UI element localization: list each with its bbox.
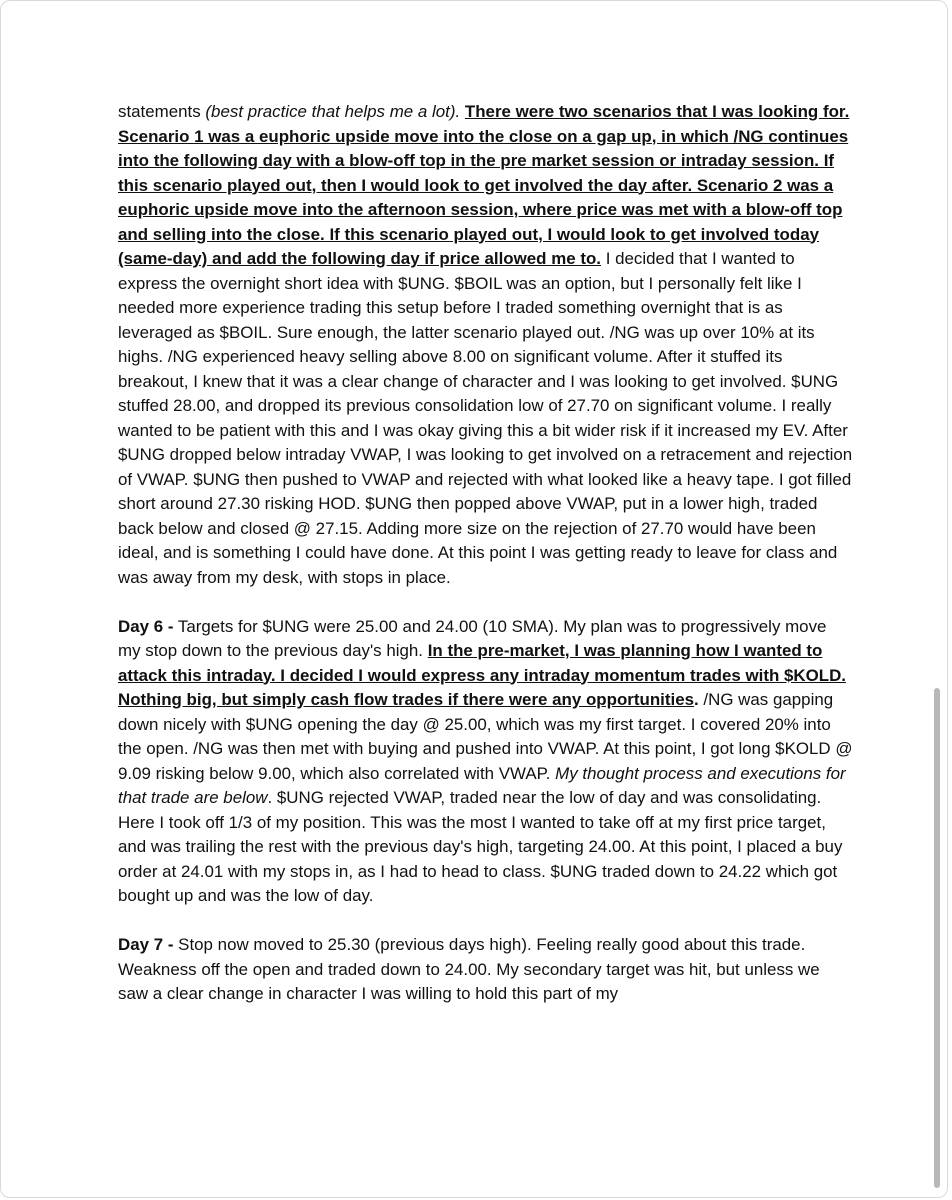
scrollbar-thumb[interactable] bbox=[934, 688, 940, 1188]
paragraph-scenarios bbox=[118, 100, 853, 590]
scenarios-emphasis: There were two scenarios that I was looking for. Scenario 1 was a euphoric upside move into the close on a gap up, in which /NG continues into the following day with a blow-off top in the pre market session or intraday session. If this scenario played out, then I would look to get involved the day after. Scenario 2 was a euphoric upside move into the afternoon session, where price was met with a blow-off top and selling into the close. If this scenario played out, I would look to get involved today (same-day) and add the following day if price allowed me to. bbox=[118, 102, 850, 268]
day-6-text-3: . $UNG rejected VWAP, traded near the low of day and was consolidating. Here I took off 1/3 of my position. This was the most I wanted to take off at my first price target, and was trailing the rest with the previous day's high, targeting 24.00. At this point, I placed a buy order at 24.01 with my stops in, as I had to head to class. $UNG traded down to 24.22 which got bought up and was the low of day. bbox=[118, 788, 843, 905]
intro-text: statements bbox=[118, 102, 206, 121]
day-6-emphasis: In the pre-market, I was planning how I wanted to attack this intraday. I decided I would express any intraday momentum trades with $KOLD. Nothing big, but simply cash flow trades if there were any opportunities bbox=[118, 641, 846, 709]
aside-italic: (best practice that helps me a lot). bbox=[205, 102, 461, 121]
day-6-italic-note: My thought process and executions for that trade are below bbox=[118, 763, 846, 807]
day-6-text-1: Targets for $UNG were 25.00 and 24.00 (10 SMA). My plan was to progressively move my stop down to the previous day's high. bbox=[118, 616, 827, 660]
paragraph-body: I decided that I wanted to express the overnight short idea with $UNG. $BOIL was an option, but I personally felt like I needed more experience trading this setup before I traded something overnight that is as leveraged as $BOIL. Sure enough, the latter scenario played out. /NG was up over 10% at its highs. /NG experienced heavy selling above 8.00 on significant volume. After it stuffed its breakout, I knew that it was a clear change of character and I was looking to get involved. $UNG stuffed 28.00, and dropped its previous consolidation low of 27.70 on significant volume. I really wanted to be patient with this and I was okay giving this a bit wider risk if it increased my EV. After $UNG dropped below intraday VWAP, I was looking to get involved on a retracement and rejection of VWAP. $UNG then pushed to VWAP and rejected with what looked like a heavy tape. I got filled short around 27.30 risking HOD. $UNG then popped above VWAP, put in a lower high, traded back below and closed @ 27.15. Adding more size on the rejection of 27.70 would have been ideal, and is something I could have done. At this point I was getting ready to leave for class and was away from my desk, with stops in place. bbox=[118, 249, 853, 587]
paragraph-day-7 bbox=[118, 933, 853, 1007]
day-6-text-2: /NG was gapping down nicely with $UNG opening the day @ 25.00, which was my first target. I covered 20% into the open. /NG was then met with buying and pushed into VWAP. At this point, I got long $KOLD @ 9.09 risking below 9.00, which also correlated with VWAP. bbox=[118, 690, 853, 783]
day-7-text: Stop now moved to 25.30 (previous days high). Feeling really good about this trade. Weakness off the open and traded down to 24.00. My secondary target was hit, but unless we saw a clear change in character I was willing to hold this part of my bbox=[118, 935, 820, 1003]
day-7-heading: Day 7 - bbox=[118, 935, 174, 954]
day-6-heading: Day 6 - bbox=[118, 616, 174, 636]
paragraph-day-6 bbox=[118, 615, 853, 909]
document-body bbox=[118, 100, 853, 1031]
day-6-period: . bbox=[694, 690, 699, 709]
